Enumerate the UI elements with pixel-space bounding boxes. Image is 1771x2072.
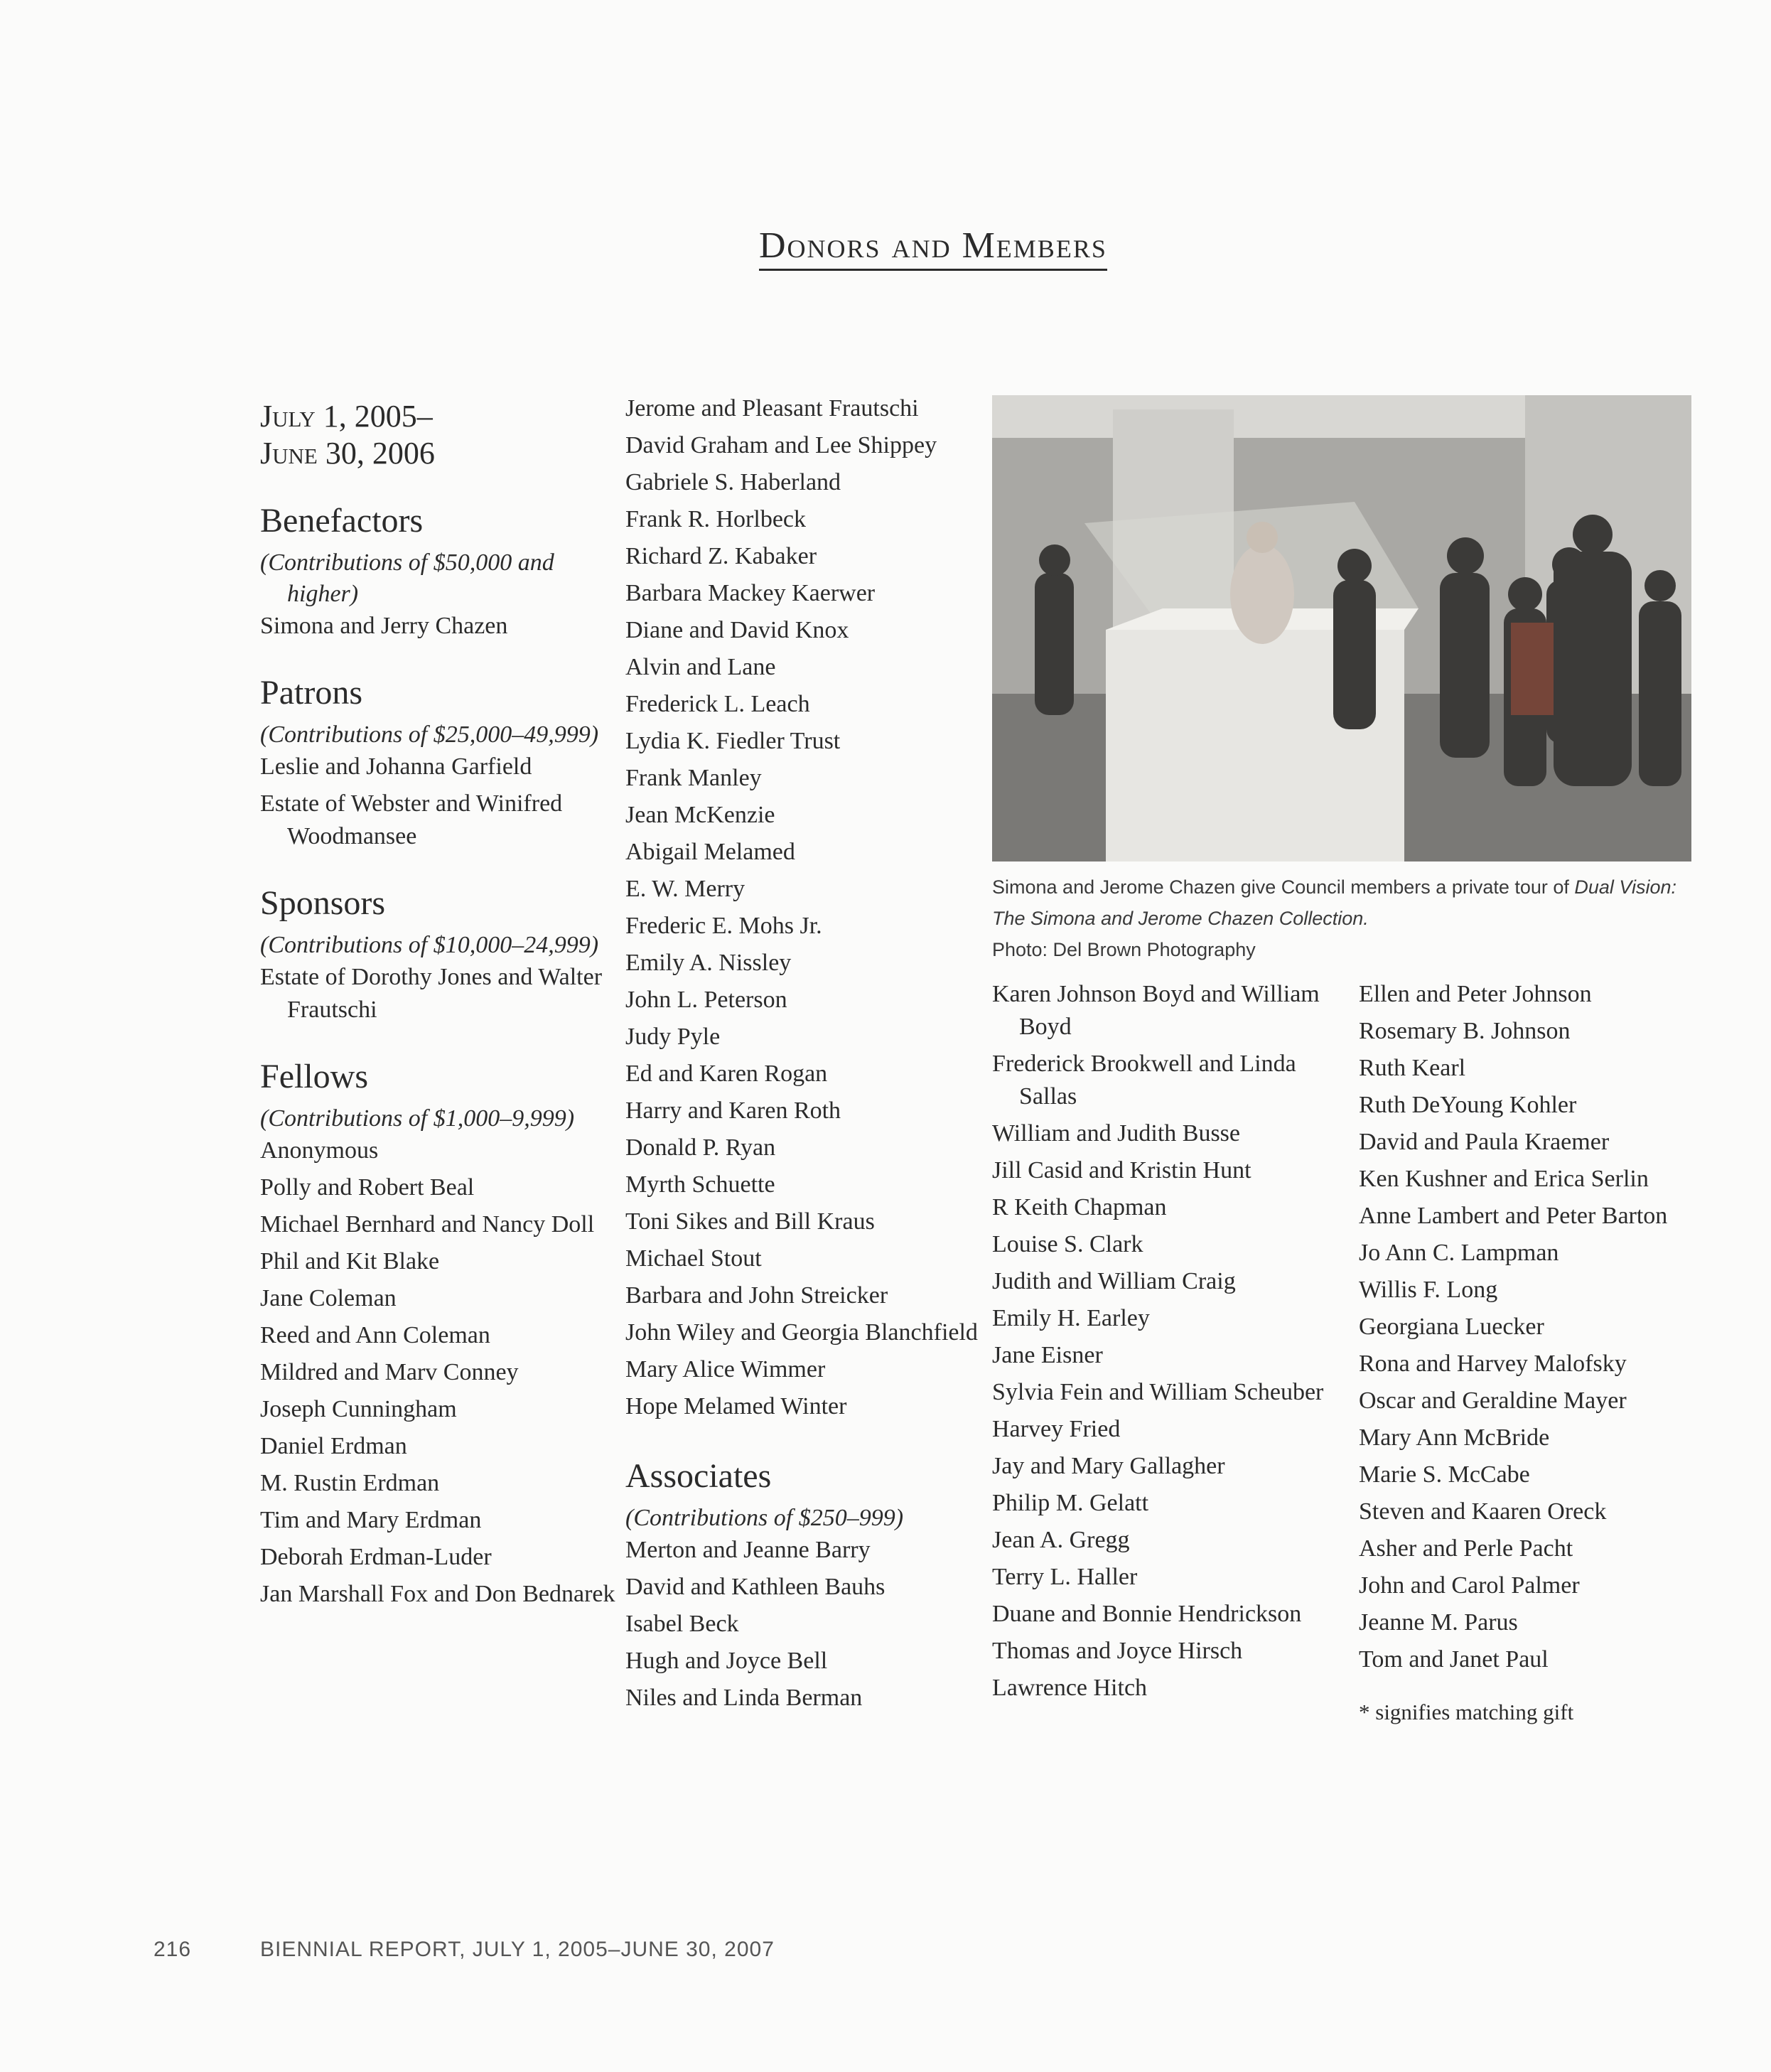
donor-name: Rosemary B. Johnson — [1359, 1018, 1571, 1044]
donor-name: Duane and Bonnie Hendrickson — [992, 1601, 1302, 1627]
donor-name: Alvin and Lane — [625, 654, 776, 680]
donor-name: Jane Coleman — [260, 1285, 397, 1311]
benefactors-note: (Contributions of $50,000 and higher) — [260, 549, 554, 607]
donor-name: Jill Casid and Kristin Hunt — [992, 1157, 1251, 1183]
gallery-photo — [992, 395, 1691, 861]
donor-name: E. W. Merry — [625, 876, 745, 902]
donor-name: Ed and Karen Rogan — [625, 1061, 828, 1087]
donor-name: Mary Alice Wimmer — [625, 1356, 826, 1383]
column-2 — [625, 392, 981, 1719]
caption-credit: Photo: Del Brown Photography — [992, 939, 1256, 960]
donor-name: Daniel Erdman — [260, 1433, 407, 1459]
donor-name: Philip M. Gelatt — [992, 1490, 1149, 1516]
donor-name: David and Paula Kraemer — [1359, 1129, 1610, 1155]
donor-name: Emily H. Earley — [992, 1305, 1150, 1331]
associates-heading: Associates — [625, 1457, 772, 1495]
donor-name: Toni Sikes and Bill Kraus — [625, 1208, 875, 1235]
patrons-note: (Contributions of $25,000–49,999) — [260, 721, 599, 748]
column-4 — [1359, 978, 1714, 1733]
donor-name: Polly and Robert Beal — [260, 1174, 475, 1201]
donor-name: Sylvia Fein and William Scheuber — [992, 1379, 1324, 1405]
donor-name: Jo Ann C. Lampman — [1359, 1240, 1559, 1266]
donor-name: Asher and Perle Pacht — [1359, 1535, 1573, 1562]
donor-name: Frederick Brookwell and Linda Sallas — [992, 1051, 1296, 1110]
donor-name: Gabriele S. Haberland — [625, 469, 841, 495]
benefactors-list — [260, 610, 615, 643]
donor-name: Frank R. Horlbeck — [625, 506, 807, 532]
donor-name: Thomas and Joyce Hirsch — [992, 1638, 1243, 1664]
donor-name: Barbara and John Streicker — [625, 1282, 888, 1309]
donor-name: Jean A. Gregg — [992, 1527, 1130, 1553]
donor-name: Steven and Kaaren Oreck — [1359, 1498, 1607, 1525]
donor-name: Terry L. Haller — [992, 1564, 1138, 1590]
patrons-list — [260, 751, 615, 853]
donor-name: Isabel Beck — [625, 1611, 739, 1637]
donor-name: Anonymous — [260, 1137, 379, 1164]
page-title: Donors and Members — [759, 225, 1107, 271]
patrons-heading: Patrons — [260, 674, 362, 712]
associates-list-col2 — [625, 1534, 981, 1714]
fellows-list-col2 — [625, 392, 981, 1423]
column-1 — [260, 398, 615, 1615]
donor-name: Georgiana Luecker — [1359, 1314, 1544, 1340]
donor-name: Myrth Schuette — [625, 1171, 775, 1198]
associates-list-col3 — [992, 978, 1347, 1705]
donor-name: R Keith Chapman — [992, 1194, 1167, 1220]
donor-name: Simona and Jerry Chazen — [260, 613, 508, 639]
donor-name: John L. Peterson — [625, 987, 787, 1013]
fellows-heading: Fellows — [260, 1058, 369, 1095]
donor-name: Diane and David Knox — [625, 617, 849, 643]
donor-name: Ruth DeYoung Kohler — [1359, 1092, 1577, 1118]
donor-name: Jeanne M. Parus — [1359, 1609, 1518, 1636]
donor-name: David and Kathleen Bauhs — [625, 1574, 886, 1600]
donor-name: Michael Bernhard and Nancy Doll — [260, 1211, 595, 1238]
donor-name: Frederick L. Leach — [625, 691, 810, 717]
donor-name: Abigail Melamed — [625, 839, 795, 865]
donor-name: Tim and Mary Erdman — [260, 1507, 482, 1533]
donor-name: M. Rustin Erdman — [260, 1470, 440, 1496]
caption-text: Simona and Jerome Chazen give Council members a private tour of — [992, 876, 1575, 898]
donor-name: Hope Melamed Winter — [625, 1393, 847, 1419]
donor-name: Harry and Karen Roth — [625, 1097, 841, 1124]
gallery-photo-illustration — [992, 395, 1691, 861]
donor-name: Merton and Jeanne Barry — [625, 1537, 871, 1563]
donor-name: Frederic E. Mohs Jr. — [625, 913, 822, 939]
donor-name: Estate of Webster and Winifred Woodmansee — [260, 790, 563, 849]
donor-name: Anne Lambert and Peter Barton — [1359, 1203, 1668, 1229]
donor-name: John and Carol Palmer — [1359, 1572, 1580, 1599]
column-3 — [992, 978, 1347, 1709]
donor-name: Joseph Cunningham — [260, 1396, 457, 1422]
donor-name: Ken Kushner and Erica Serlin — [1359, 1166, 1649, 1192]
donor-name: Leslie and Johanna Garfield — [260, 753, 532, 780]
donor-name: Harvey Fried — [992, 1416, 1121, 1442]
donor-name: Estate of Dorothy Jones and Walter Frautschi — [260, 964, 603, 1023]
associates-note: (Contributions of $250–999) — [625, 1505, 904, 1531]
donor-name: Richard Z. Kabaker — [625, 543, 817, 569]
donor-name: Karen Johnson Boyd and William Boyd — [992, 981, 1320, 1040]
donor-name: Jan Marshall Fox and Don Bednarek — [260, 1581, 615, 1607]
fellows-list-col1 — [260, 1134, 615, 1611]
donor-name: Donald P. Ryan — [625, 1134, 776, 1161]
sponsors-heading: Sponsors — [260, 884, 386, 922]
donor-name: Deborah Erdman-Luder — [260, 1544, 492, 1570]
donor-name: Reed and Ann Coleman — [260, 1322, 490, 1348]
donor-name: Jay and Mary Gallagher — [992, 1453, 1225, 1479]
donor-name: Mildred and Marv Conney — [260, 1359, 519, 1385]
sponsors-note: (Contributions of $10,000–24,999) — [260, 932, 599, 958]
donor-name: Ellen and Peter Johnson — [1359, 981, 1592, 1007]
photo-caption — [992, 871, 1703, 965]
donor-name: William and Judith Busse — [992, 1120, 1240, 1147]
donor-name: Jerome and Pleasant Frautschi — [625, 395, 919, 422]
donor-name: Marie S. McCabe — [1359, 1461, 1530, 1488]
sponsors-list — [260, 961, 615, 1026]
donor-name: Hugh and Joyce Bell — [625, 1648, 828, 1674]
caption-exhibition-title: Dual Vision: The Simona and Jerome Chazen Collection. — [992, 876, 1676, 929]
donor-name: Tom and Janet Paul — [1359, 1646, 1549, 1673]
donor-name: Louise S. Clark — [992, 1231, 1143, 1257]
fellows-note: (Contributions of $1,000–9,999) — [260, 1105, 575, 1132]
page-number: 216 — [154, 1938, 192, 1961]
donor-name: Barbara Mackey Kaerwer — [625, 580, 876, 606]
donor-name: Niles and Linda Berman — [625, 1685, 863, 1711]
donor-name: John Wiley and Georgia Blanchfield — [625, 1319, 978, 1346]
donor-name: David Graham and Lee Shippey — [625, 432, 937, 458]
donor-name: Oscar and Geraldine Mayer — [1359, 1387, 1627, 1414]
associates-list-col4 — [1359, 978, 1714, 1676]
donor-name: Jane Eisner — [992, 1342, 1103, 1368]
period-line-2: June 30, 2006 — [260, 436, 435, 471]
donor-name: Phil and Kit Blake — [260, 1248, 440, 1274]
donor-name: Judith and William Craig — [992, 1268, 1236, 1294]
donor-name: Willis F. Long — [1359, 1277, 1498, 1303]
donor-name: Ruth Kearl — [1359, 1055, 1466, 1081]
period-line-1: July 1, 2005– — [260, 399, 433, 434]
donor-name: Lawrence Hitch — [992, 1675, 1148, 1701]
donor-name: Emily A. Nissley — [625, 950, 792, 976]
donor-name: Frank Manley — [625, 765, 762, 791]
footer-report-title: BIENNIAL REPORT, JULY 1, 2005–JUNE 30, 2007 — [260, 1938, 775, 1961]
donor-name: Mary Ann McBride — [1359, 1424, 1550, 1451]
donor-name: Judy Pyle — [625, 1024, 721, 1050]
benefactors-heading: Benefactors — [260, 502, 424, 540]
donor-name: Michael Stout — [625, 1245, 762, 1272]
donor-name: Jean McKenzie — [625, 802, 775, 828]
donor-name: Rona and Harvey Malofsky — [1359, 1351, 1627, 1377]
matching-gift-note: * signifies matching gift — [1359, 1700, 1574, 1724]
donor-name: Lydia K. Fiedler Trust — [625, 728, 841, 754]
